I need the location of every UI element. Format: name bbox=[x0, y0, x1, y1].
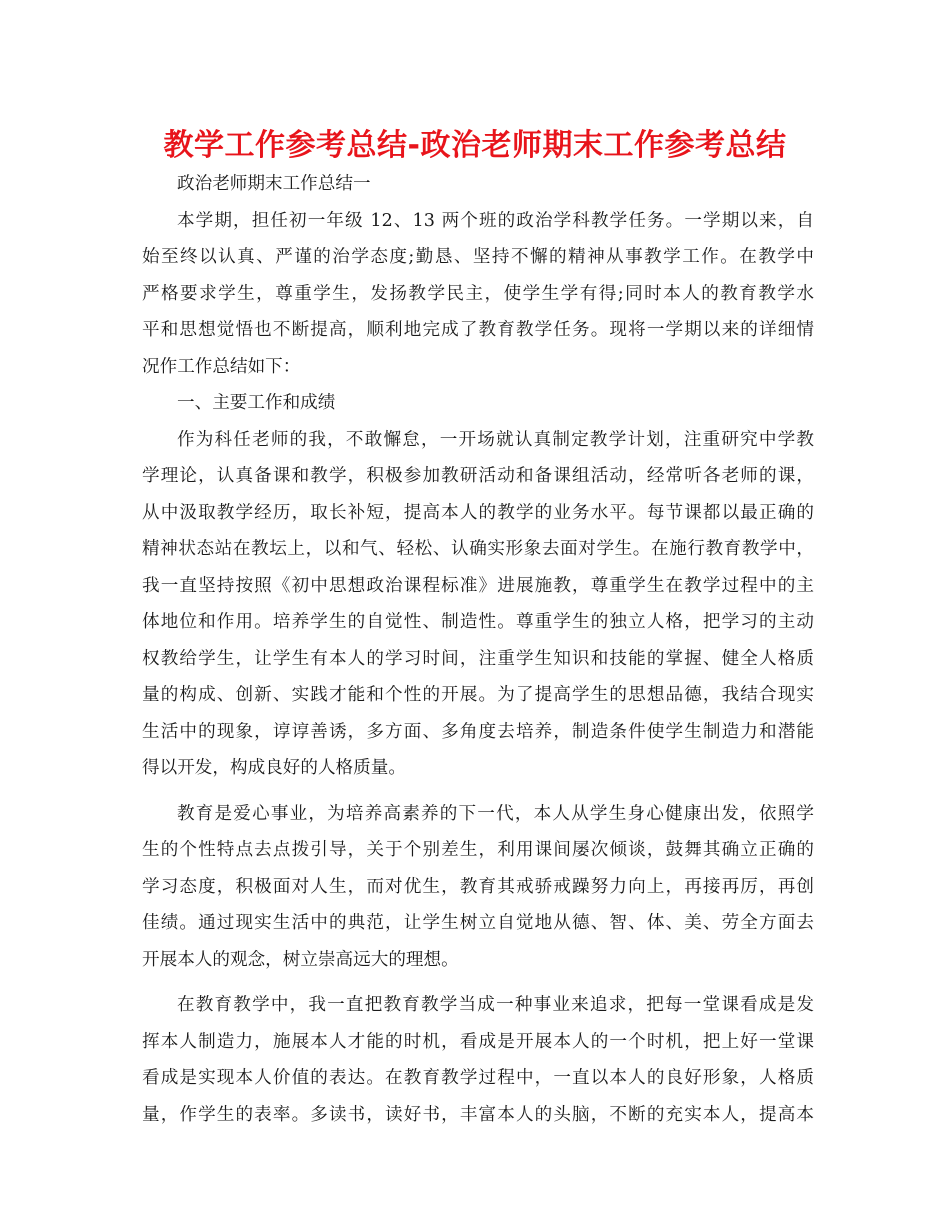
paragraph-line: 始至终以认真、严谨的治学态度;勤恳、坚持不懈的精神从事教学工作。在教学中 bbox=[142, 247, 814, 267]
paragraph-line: 量，作学生的表率。多读书，读好书，丰富本人的头脑，不断的充实本人，提高本 bbox=[142, 1104, 814, 1125]
paragraph-line: 况作工作总结如下： bbox=[142, 356, 301, 377]
paragraph-spacer bbox=[142, 787, 814, 796]
section-heading: 一、主要工作和成绩 bbox=[177, 393, 336, 413]
paragraph-line: 生的个性特点去点拨引导，关于个别差生，利用课间屡次倾谈，鼓舞其确立正确的 bbox=[142, 840, 814, 860]
paragraph-line: 学习态度，积极面对人生，而对优生，教育其戒骄戒躁努力向上，再接再厉，再创 bbox=[142, 876, 814, 897]
paragraph-line: 本学期，担任初一年级 12、13 两个班的政治学科教学任务。一学期以来，自 bbox=[177, 210, 814, 231]
paragraph-2 bbox=[142, 796, 814, 979]
paragraph-line: 看成是实现本人价值的表达。在教育教学过程中，一直以本人的良好形象，人格质 bbox=[142, 1068, 814, 1088]
paragraph-spacer bbox=[142, 978, 814, 987]
paragraph-line: 精神状态站在教坛上，以和气、轻松、认确实形象去面对学生。在施行教育教学中， bbox=[142, 539, 814, 559]
paragraph-line: 我一直坚持按照《初中思想政治课程标准》进展施教，尊重学生在教学过程中的主 bbox=[142, 575, 814, 596]
paragraph-line: 从中汲取教学经历，取长补短，提高本人的教学的业务水平。每节课都以最正确的 bbox=[142, 502, 814, 523]
paragraph-line: 作为科任老师的我，不敢懈怠，一开场就认真制定教学计划，注重研究中学教 bbox=[177, 429, 814, 450]
intro-paragraph bbox=[142, 203, 814, 386]
paragraph-line: 权教给学生，让学生有本人的学习时间，注重学生知识和技能的掌握、健全人格质 bbox=[142, 648, 814, 669]
paragraph-line: 严格要求学生，尊重学生，发扬教学民主，使学生学有得;同时本人的教育教学水 bbox=[142, 283, 814, 304]
paragraph-line: 在教育教学中，我一直把教育教学当成一种事业来追求，把每一堂课看成是发 bbox=[177, 995, 814, 1015]
paragraph-line: 佳绩。通过现实生活中的典范，让学生树立自觉地从德、智、体、美、劳全方面去 bbox=[142, 913, 814, 933]
paragraph-line: 平和思想觉悟也不断提高，顺利地完成了教育教学任务。现将一学期以来的详细情 bbox=[142, 320, 814, 340]
paragraph-line: 教育是爱心事业，为培养高素养的下一代，本人从学生身心健康出发，依照学 bbox=[177, 803, 814, 824]
paragraph-line: 体地位和作用。培养学生的自觉性、制造性。尊重学生的独立人格，把学习的主动 bbox=[142, 612, 814, 632]
paragraph-line: 挥本人制造力，施展本人才能的时机，看成是开展本人的一个时机，把上好一堂课 bbox=[142, 1031, 814, 1052]
paragraph-3 bbox=[142, 987, 814, 1133]
paragraph-line: 学理论，认真备课和教学，积极参加教研活动和备课组活动，经常听各老师的课， bbox=[142, 466, 814, 486]
paragraph-1 bbox=[142, 422, 814, 787]
document-body bbox=[142, 166, 814, 1133]
paragraph-line: 开展本人的观念，树立崇高远大的理想。 bbox=[142, 949, 459, 970]
paragraph-line: 生活中的现象，谆谆善诱，多方面、多角度去培养，制造条件使学生制造力和潜能 bbox=[142, 721, 814, 742]
document-subheading: 政治老师期末工作总结一 bbox=[177, 174, 371, 194]
paragraph-line: 得以开发，构成良好的人格质量。 bbox=[142, 758, 406, 778]
document-title: 教学工作参考总结-政治老师期末工作参考总结 bbox=[163, 128, 787, 163]
paragraph-line: 量的构成、创新、实践才能和个性的开展。为了提高学生的思想品德，我结合现实 bbox=[142, 685, 814, 705]
